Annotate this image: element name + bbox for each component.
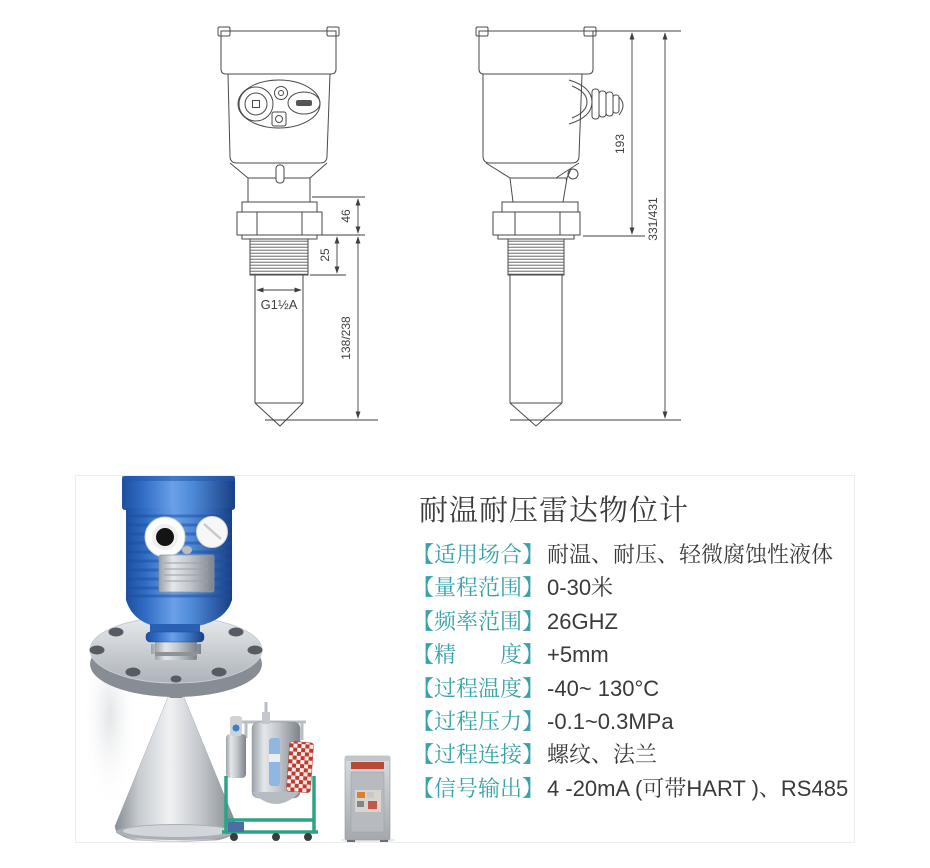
cabinet-stickers — [355, 790, 381, 812]
dimension-label-head: 193 — [613, 133, 627, 155]
nameplate — [159, 555, 214, 592]
spec-label: 【过程压力】 — [412, 709, 545, 735]
spec-label: 【信号输出】 — [412, 775, 545, 801]
small-square-button — [272, 112, 286, 126]
spec-row-process-connection — [412, 738, 848, 771]
spec-value: 耐温、耐压、轻微腐蚀性液体 — [547, 542, 834, 567]
product-photo — [76, 476, 416, 842]
spec-label: 【适用场合】 — [412, 542, 545, 567]
spec-label: 【量程范围】 — [412, 575, 545, 601]
spec-value: 4 -20mA (可带HART )、RS485 — [547, 775, 849, 801]
side-view-drawing — [476, 27, 623, 426]
dimension-label-thread: G1½A — [260, 297, 298, 312]
product-title: 耐温耐压雷达物位计 — [419, 495, 690, 527]
vent-detail — [182, 546, 192, 554]
product-info — [412, 492, 848, 805]
equipment-photo-cabinet — [341, 756, 395, 842]
spec-list — [412, 538, 848, 805]
spec-row-frequency — [412, 605, 848, 638]
dimension-label-25: 25 — [318, 248, 332, 262]
equipment-photo-vessel — [222, 702, 318, 841]
spec-value: -40~ 130°C — [547, 675, 660, 701]
wheels — [230, 833, 312, 841]
spec-row-process-temperature — [412, 672, 848, 705]
spec-label: 【精 度】 — [412, 642, 545, 668]
spec-label: 【过程温度】 — [412, 675, 545, 701]
spec-row-process-pressure — [412, 705, 848, 738]
spec-row-application — [412, 538, 848, 571]
checkered-wrap — [286, 741, 313, 793]
spec-row-signal-output — [412, 772, 848, 805]
spec-value: -0.1~0.3MPa — [547, 709, 674, 735]
spec-value: +5mm — [547, 642, 609, 668]
front-view-drawing — [218, 27, 339, 426]
small-button — [275, 87, 288, 100]
spec-value: 26GHZ — [547, 608, 618, 634]
front-view-dimensions — [257, 197, 378, 420]
dial-outer — [239, 87, 273, 121]
spec-value: 0-30米 — [547, 575, 614, 601]
radar-sensor-housing — [122, 476, 235, 642]
spec-label: 【频率范围】 — [412, 608, 545, 634]
product-card — [75, 475, 855, 843]
lock-screw — [568, 169, 578, 179]
spec-row-accuracy — [412, 638, 848, 671]
cable-gland — [569, 80, 623, 124]
spec-label: 【过程连接】 — [412, 742, 545, 768]
dimension-label-length: 138/238 — [339, 316, 353, 360]
dimension-label-46: 46 — [339, 209, 353, 223]
spec-row-range — [412, 571, 848, 604]
dimension-label-total: 331/431 — [646, 197, 660, 241]
spec-value: 螺纹、法兰 — [547, 742, 658, 768]
